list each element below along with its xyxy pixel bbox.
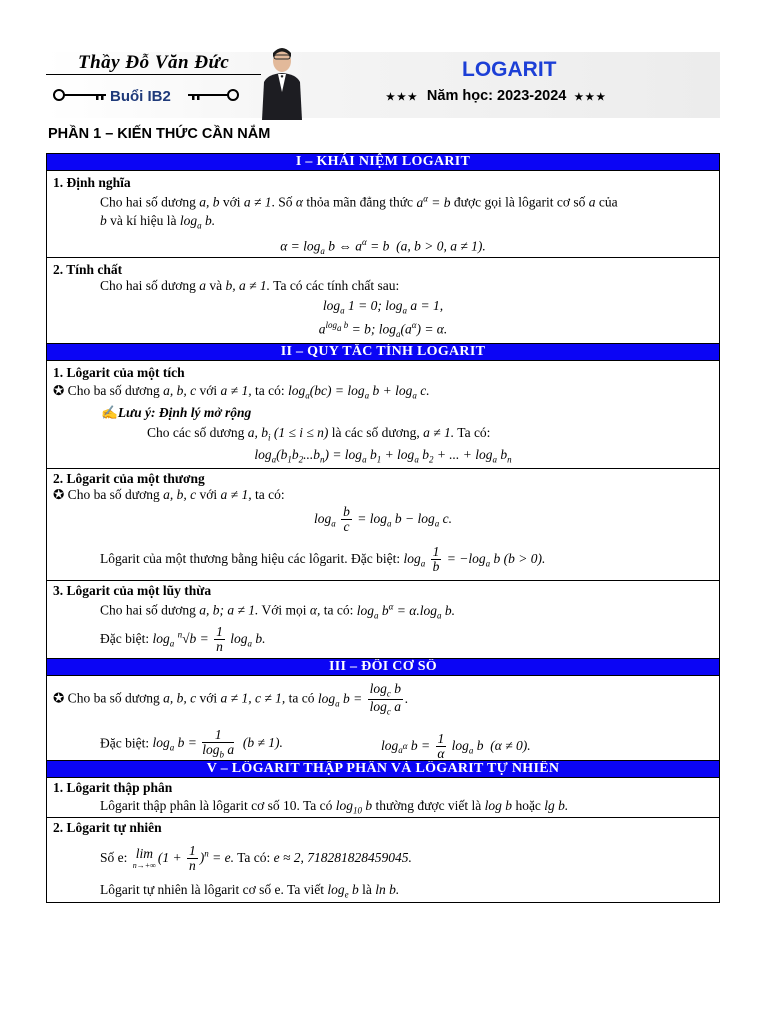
properties-formula-1: $\log_a 1 = 0$; $\log_a a = 1$, bbox=[322, 298, 444, 316]
natural-log-line-2: Lôgarit tự nhiên là lôgarit cơ số e. Ta viết $\log_e b$ là ln b. bbox=[100, 882, 400, 900]
product-line-1: ✪ Cho ba số dương a, b, c với a ≠ 1, ta có: $\log_a(bc) = \log_a b + \log_a c$. bbox=[53, 383, 430, 401]
note-line: ✍Lưu ý: Định lý mở rộng bbox=[101, 405, 252, 420]
note-line-1: Cho các số dương a, $b_i$ (1 ≤ i ≤ n) là các số dương, a ≠ 1. Ta có: bbox=[147, 425, 491, 443]
definition-heading: 1. Định nghĩa bbox=[53, 175, 131, 190]
key-right-icon bbox=[188, 88, 240, 102]
definition-line-2: b và kí hiệu là $\log_a b$. bbox=[100, 213, 216, 231]
power-heading: 3. Lôgarit của một lũy thừa bbox=[53, 583, 212, 598]
quotient-line-1: ✪ Cho ba số dương a, b, c với a ≠ 1, ta có: bbox=[53, 487, 285, 502]
section-title-3: III – ĐỔI CƠ SỐ bbox=[47, 659, 719, 676]
section-title-2: II – QUY TẮC TÍNH LOGARIT bbox=[47, 344, 719, 361]
section-title-4: V – LÔGARIT THẬP PHÂN VÀ LÔGARIT TỰ NHIÊN bbox=[47, 761, 719, 778]
doc-title: LOGARIT bbox=[462, 58, 557, 81]
school-year bbox=[386, 88, 607, 104]
base-change-formula-2: $\log_{a^\alpha} b$ = $\frac{1}{\alpha}$ $\log_a b$ (α ≠ 0). bbox=[381, 731, 531, 762]
key-left-icon bbox=[52, 88, 108, 102]
properties-heading: 2. Tính chất bbox=[53, 262, 123, 277]
page-header bbox=[46, 44, 720, 120]
decimal-log-cell bbox=[47, 778, 719, 818]
stars-left: ★★★ bbox=[386, 92, 419, 103]
power-line-2: Đặc biệt: $\log_a ^n√b$ = $\frac{1}{n}$ $\log_a b$. bbox=[100, 624, 266, 655]
natural-log-line-1: Số e: lim n→+∞ (1 + $\frac{1}{n}$ )$^n$ = e. Ta có: e ≈ 2, 718281828459045. bbox=[100, 843, 412, 874]
properties-formula-2: $a^{log_a b} = b$; $\log_a(a^\alpha) = \alpha$. bbox=[318, 320, 448, 340]
natural-log-cell bbox=[47, 818, 719, 902]
pen-icon: ✍ bbox=[101, 405, 118, 420]
power-line-1: Cho hai số dương a, b; a ≠ 1. Với mọi α, ta có: $\log_a b^\alpha = \alpha.\log_a$ b. bbox=[100, 601, 455, 621]
note-formula: $\log_a(b_1b_2...b_n) = \log_a b_1 + \log_a b_2$ + ... + $\log_a b_n$ bbox=[254, 447, 512, 465]
product-cell bbox=[47, 361, 719, 469]
properties-line-1: Cho hai số dương a và b, a ≠ 1. Ta có các tính chất sau: bbox=[100, 278, 400, 293]
section-title-1: I – KHÁI NIỆM LOGARIT bbox=[47, 154, 719, 171]
quotient-cell bbox=[47, 469, 719, 581]
product-heading: 1. Lôgarit của một tích bbox=[53, 365, 185, 380]
quotient-heading: 2. Lôgarit của một thương bbox=[53, 471, 205, 486]
definition-line-1: Cho hai số dương a, b với a ≠ 1. Số α thỏa mãn đẳng thức $a^\alpha = b$ được gọi là lôgarit cơ số a của bbox=[100, 193, 618, 210]
quotient-formula: $\log_a$ $\frac{b}{c}$ = $\log_a b - \log_a c$. bbox=[313, 504, 452, 535]
teacher-photo bbox=[254, 44, 310, 120]
stars-right: ★★★ bbox=[574, 92, 608, 103]
definition-cell bbox=[47, 171, 719, 258]
base-change-line-2: Đặc biệt: $\log_a b$ = $\frac{1}{\log_b a}$ (b ≠ 1). bbox=[100, 727, 283, 760]
decimal-log-heading: 1. Lôgarit thập phân bbox=[53, 780, 173, 795]
teacher-name: Thầy Đỗ Văn Đức bbox=[78, 52, 230, 73]
session-label: Buổi IB2 bbox=[110, 88, 171, 105]
natural-log-heading: 2. Lôgarit tự nhiên bbox=[53, 820, 162, 835]
power-cell bbox=[47, 581, 719, 659]
base-change-line-1: ✪ Cho ba số dương a, b, c với a ≠ 1, c ≠ 1, ta có $\log_a b$ = $\frac{\log_c b}{\log_c a}$ . bbox=[53, 681, 409, 717]
part-title: PHẦN 1 – KIẾN THỨC CẦN NẮM bbox=[48, 126, 271, 142]
definition-formula: $\alpha = \log_a b$ ⇔ $a^\alpha = b$ (a, b > 0, a ≠ 1). bbox=[280, 237, 486, 257]
header-rule bbox=[46, 74, 261, 75]
quotient-line-3: Lôgarit của một thương bằng hiệu các lôgarit. Đặc biệt: $\log_a$ $\frac{1}{b}$ = $-\log_a$ b (b > 0). bbox=[100, 544, 546, 575]
decimal-log-line-1: Lôgarit thập phân là lôgarit cơ số 10. Ta có $\log_{10} b$ thường được viết là log b hoặc lg b. bbox=[100, 798, 569, 816]
content-table bbox=[46, 153, 720, 903]
properties-cell bbox=[47, 258, 719, 344]
base-change-cell bbox=[47, 676, 719, 761]
year-text: Năm học: 2023-2024 bbox=[426, 88, 567, 104]
